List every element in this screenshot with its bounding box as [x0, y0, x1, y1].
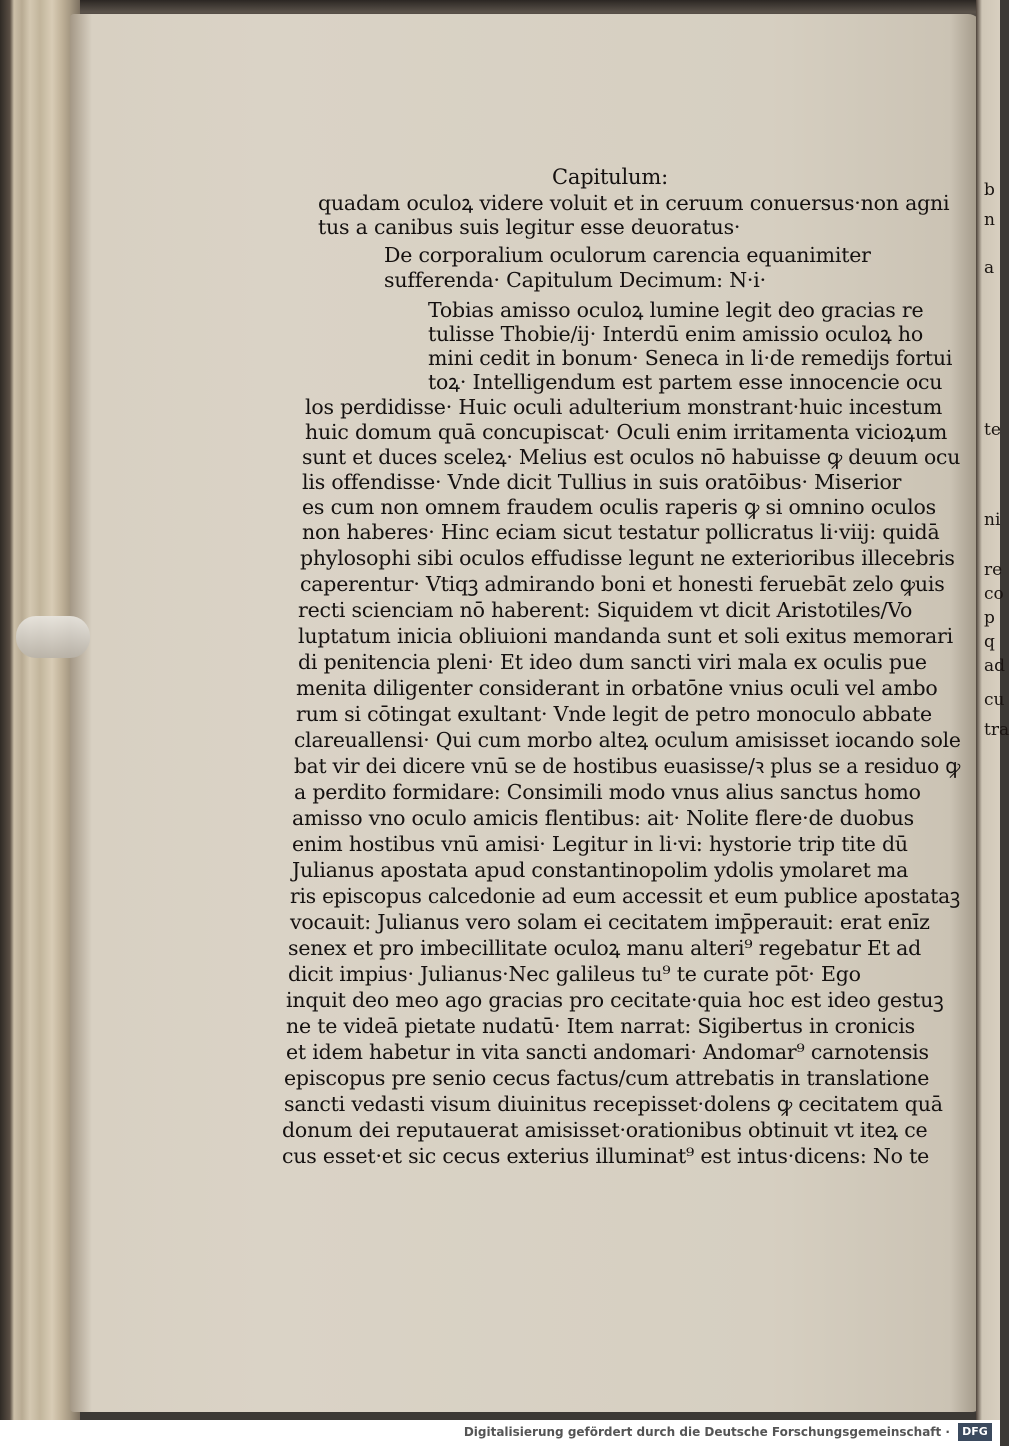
text-line: Tobias amisso oculoꝝ lumine legit deo gracias re — [428, 298, 924, 322]
text-line: luptatum inicia obliuioni mandanda sunt et soli exitus memorari — [298, 624, 953, 648]
text-line: huic domum quā concupiscat· Oculi enim irritamenta vicioꝝum — [305, 420, 948, 444]
text-line: lis offendisse· Vnde dicit Tullius in suis oratōibus· Miserior — [302, 470, 902, 494]
text-line: ne te videā pietate nudatū· Item narrat: Sigibertus in cronicis — [286, 1014, 916, 1038]
text-line: toꝝ· Intelligendum est partem esse innocencie ocu — [428, 370, 943, 394]
text-line: dicit impius· Julianus·Nec galileus tu⁹ te curate pōt· Ego — [288, 962, 861, 986]
funding-credit: Digitalisierung gefördert durch die Deutsche Forschungsgemeinschaft · — [463, 1425, 950, 1439]
chapter-title: De corporalium oculorum carencia equanimiter — [384, 243, 871, 267]
text-line: vocauit: Julianus vero solam ei cecitatem imp̄perauit: erat enīz — [290, 910, 930, 934]
text-line: di penitencia pleni· Et ideo dum sancti viri mala ex oculis pue — [298, 650, 927, 674]
gutter-letter: p — [984, 608, 995, 628]
text-line: Julianus apostata apud constantinopolim ydolis ymolaret ma — [292, 858, 909, 882]
text-line: amisso vno oculo amicis flentibus: ait· Nolite flere·de duobus — [292, 806, 914, 830]
text-line: enim hostibus vnū amisi· Legitur in li·vi: hystorie trip tite dū — [292, 832, 908, 856]
gutter-letter: cu — [984, 690, 1005, 710]
gutter-letter: b — [984, 180, 995, 200]
text-line: inquit deo meo ago gracias pro cecitate·quia hoc est ideo gestuꝫ — [286, 988, 944, 1012]
text-line: tulisse Thobie/ij· Interdū enim amissio oculoꝝ ho — [428, 322, 923, 346]
gutter-letter: re — [984, 560, 1003, 580]
text-line: recti scienciam nō haberent: Siquidem vt dicit Aristotiles/Vo — [298, 598, 913, 622]
gutter-letter: co — [984, 584, 1004, 604]
text-line: a perdito formidare: Consimili modo vnus alius sanctus homo — [294, 780, 921, 804]
gutter-letter: ni — [984, 510, 1001, 530]
chapter-title: sufferenda· Capitulum Decimum: N·i· — [384, 268, 766, 292]
gutter-letter: tra — [984, 720, 1009, 740]
gutter-letter: a — [984, 258, 995, 278]
text-line: rum si cōtingat exultant· Vnde legit de petro monoculo abbate — [296, 702, 932, 726]
text-line: clareuallensi· Qui cum morbo alteꝝ oculum amisisset iocando sole — [294, 728, 961, 752]
text-line: caperentur· Vtiqꝫ admirando boni et honesti feruebāt zelo ꝙuis — [300, 572, 945, 596]
gutter-letter: n — [984, 210, 995, 230]
text-line: senex et pro imbecillitate oculoꝝ manu alteri⁹ regebatur Et ad — [288, 936, 922, 960]
text-line: los perdidisse· Huic oculi adulterium monstrant·huic incestum — [305, 395, 943, 419]
text-line: non haberes· Hinc eciam sicut testatur pollicratus li·viij: quidā — [302, 520, 940, 544]
text-line: menita diligenter considerant in orbatōne vnius oculi vel ambo — [296, 676, 938, 700]
text-line: ris episcopus calcedonie ad eum accessit et eum publice apostataꝫ — [290, 884, 961, 908]
text-line: bat vir dei dicere vnū se de hostibus euasisse/ꝛ plus se a residuo ꝙ — [294, 754, 961, 778]
dfg-logo-icon: DFG — [958, 1423, 992, 1441]
text-line: cus esset·et sic cecus exterius illuminat⁹ est intus·dicens: No te — [282, 1144, 930, 1168]
text-line: et idem habetur in vita sancti andomari· Andomar⁹ carnotensis — [286, 1040, 929, 1064]
text-line: sancti vedasti visum diuinitus recepisset·dolens ꝙ cecitatem quā — [284, 1092, 943, 1116]
footer-bar — [0, 1420, 1000, 1446]
text-line: quadam oculoꝝ videre voluit et in ceruum conuersus·non agni — [318, 191, 950, 215]
text-line: phylosophi sibi oculos effudisse legunt ne exterioribus illecebris — [300, 546, 955, 570]
gutter-letter: ad — [984, 656, 1006, 676]
gutter-letter: te — [984, 420, 1001, 440]
text-line: donum dei reputauerat amisisset·orationibus obtinuit vt iteꝝ ce — [282, 1118, 928, 1142]
gutter-letter: q — [984, 632, 995, 652]
text-line: episcopus pre senio cecus factus/cum attrebatis in translatione — [284, 1066, 930, 1090]
text-line: tus a canibus suis legitur esse deuoratus· — [318, 215, 741, 239]
text-line: mini cedit in bonum· Seneca in li·de remedijs fortui — [428, 346, 953, 370]
chapter-heading: Capitulum: — [552, 165, 668, 189]
text-line: sunt et duces sceleꝝ· Melius est oculos nō habuisse ꝙ deuum ocu — [302, 445, 961, 469]
text-line: es cum non omnem fraudem oculis raperis ꝙ si omnino oculos — [302, 495, 936, 519]
